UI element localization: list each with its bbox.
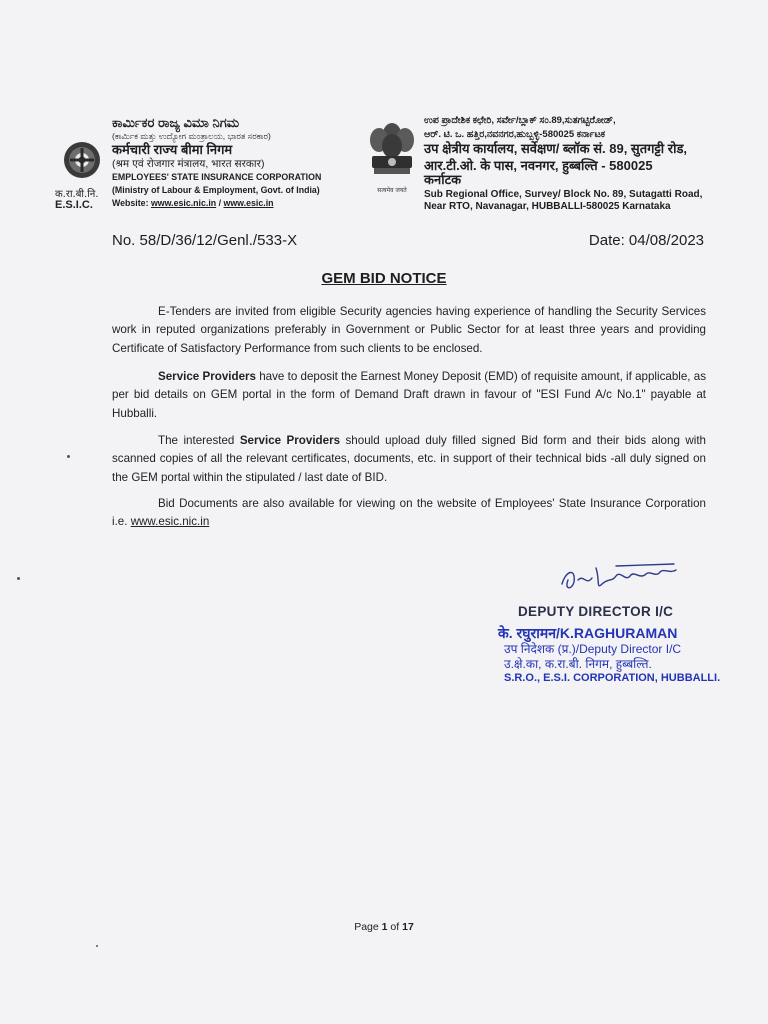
address-english-line-1: Sub Regional Office, Survey/ Block No. 89, Sutagatti Road, xyxy=(424,189,703,200)
paragraph-2-text: have to deposit the Earnest Money Deposit (EMD) of requisite amount, if applicable, as per bid details on GEM portal in the form of Demand Draft drawn in favour of "ESI Fund A/c No.1" payable at Hubballi. xyxy=(112,370,706,420)
office-address-block xyxy=(424,116,754,212)
ministry-english: (Ministry of Labour & Employment, Govt. of India) xyxy=(112,184,320,195)
stamp-name: के. रघुरामन/K.RAGHURAMAN xyxy=(498,625,678,641)
page-total: 17 xyxy=(402,921,414,933)
paragraph-3-bold: Service Providers xyxy=(239,434,341,447)
paragraph-emd xyxy=(112,368,706,423)
website-link-2[interactable]: www.esic.in xyxy=(223,197,274,208)
paragraph-3-start: The interested xyxy=(158,434,240,447)
paragraph-3-text: should upload duly filled signed Bid form and their bids along with scanned copies of all the relevant certificates, documents, etc. in support of their technical bids -all duly signed on the GEM portal within the stipulated / last date of BID. xyxy=(112,434,706,484)
address-hindi-line-2: आर.टी.ओ. के पास, नवनगर, हुब्बल्ति - 580025 xyxy=(424,158,653,173)
of-word: of xyxy=(390,921,400,933)
signatory-designation: DEPUTY DIRECTOR I/C xyxy=(518,604,674,619)
address-kannada-line-2: ಆರ್. ಟಿ. ಒ. ಹತ್ತಿರ,ನವನಗರ,ಹುಬ್ಬಳ್ಳಿ-580025 ಕರ್ನಾಟಕ xyxy=(424,128,606,140)
address-kannada-line-1: ಉಪ ಪ್ರಾದೇಶಿಕ ಕಛೇರಿ, ಸರ್ವೇ/ಬ್ಲಾಕ್ ಸಂ.89,ಸುತಗಟ್ಟಿರೋಡ್, xyxy=(424,115,616,126)
page-current: 1 xyxy=(381,921,388,933)
paragraph-1-text: E-Tenders are invited from eligible Security agencies having experience of handling the Security Services work in reputed organizations preferably in Government or Public Sector for at least three years and providing Certificate of Satisfactory Performance from such clients to be enclosed. xyxy=(112,305,706,355)
paragraph-bid-documents xyxy=(112,495,706,532)
ministry-kannada: (ಕಾರ್ಮಿಕ ಮತ್ತು ಉದ್ಯೋಗ ಮಂತ್ರಾಲಯ, ಭಾರತ ಸರಕಾರ) xyxy=(112,131,271,141)
address-hindi-line-3: कर्नाटक xyxy=(424,172,462,187)
scan-speck xyxy=(17,577,20,580)
esic-logo-icon xyxy=(62,140,102,180)
org-name-english: EMPLOYEES' STATE INSURANCE CORPORATION xyxy=(112,172,322,182)
paragraph-upload xyxy=(112,432,706,487)
notice-date: Date: 04/08/2023 xyxy=(588,232,704,249)
stamp-title: उप निदेशक (प्र.)/Deputy Director I/C xyxy=(504,642,682,656)
national-emblem-icon xyxy=(364,120,420,206)
website-link-1[interactable]: www.esic.nic.in xyxy=(150,197,217,208)
website-separator: / xyxy=(216,197,224,208)
org-name-hindi: कर्मचारी राज्य बीमा निगम xyxy=(112,141,233,157)
org-name-block xyxy=(112,116,372,207)
esic-website-link[interactable]: www.esic.nic.in xyxy=(130,515,210,529)
reference-number: No. 58/D/36/12/Genl./533-X xyxy=(112,232,298,249)
address-english-line-2: Near RTO, Navanagar, HUBBALLI-580025 Karnataka xyxy=(424,201,671,212)
page-number xyxy=(0,921,768,933)
org-name-kannada: ಕಾರ್ಮಿಕರ ರಾಜ್ಯ ವಿಮಾ ನಿಗಮ xyxy=(112,115,240,130)
address-hindi-line-1: उप क्षेत्रीय कार्यालय, सर्वेक्षण/ ब्लॉक सं. 89, सुतगट्टी रोड, xyxy=(424,141,688,156)
ministry-hindi: (श्रम एवं रोजगार मंत्रालय, भारत सरकार) xyxy=(112,157,265,170)
website-label: Website: xyxy=(112,197,149,208)
official-stamp xyxy=(498,626,728,684)
stamp-office-hindi: उ.क्षे.का, क.रा.बी. निगम, हुब्बल्ति. xyxy=(504,657,652,671)
page-word: Page xyxy=(354,921,379,933)
scan-speck xyxy=(67,455,70,458)
handwritten-signature xyxy=(556,560,686,596)
stamp-office: S.R.O., E.S.I. CORPORATION, HUBBALLI. xyxy=(504,672,721,684)
paragraph-2-bold: Service Providers xyxy=(158,370,256,383)
emblem-motto: सत्यमेव जयते xyxy=(377,187,407,194)
esic-abbr: E.S.I.C. xyxy=(55,199,93,211)
paragraph-etenders xyxy=(112,303,706,358)
website-line xyxy=(112,199,372,208)
paragraph-4-text: Bid Documents are also available for viewing on the website of Employees' State Insurance Corporation i.e. xyxy=(112,497,706,529)
scan-speck xyxy=(96,945,98,947)
notice-title: GEM BID NOTICE xyxy=(321,270,447,287)
esic-abbr-hindi: क.रा.बी.नि. xyxy=(55,189,99,200)
